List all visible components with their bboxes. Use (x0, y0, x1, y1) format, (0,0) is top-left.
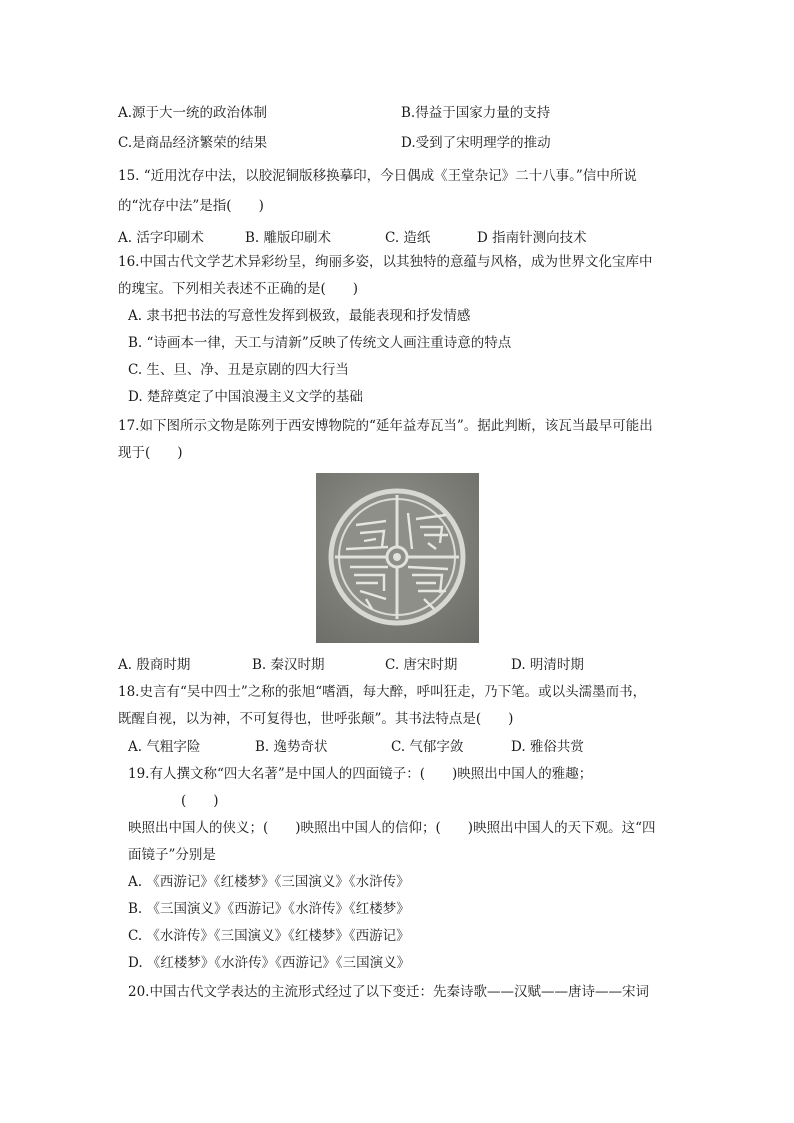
q16-option-d: D. 楚辞奠定了中国浪漫主义文学的基础 (128, 389, 363, 405)
q14-option-b: B.得益于国家力量的支持 (401, 105, 551, 121)
q19-option-c: C. 《水浒传》《三国演义》《红楼梦》《西游记》 (128, 928, 410, 944)
q15-option-c: C. 造纸 (385, 230, 431, 246)
q15-stem-line1: 15. “近用沈存中法，以胶泥铜版移换摹印，今日偶成《王堂杂记》二十八事。”信中所说 (118, 168, 637, 184)
q17-option-a: A. 殷商时期 (118, 657, 191, 673)
q18-option-b: B. 逸势奇状 (255, 739, 328, 755)
q14-option-a: A.源于大一统的政治体制 (118, 105, 268, 121)
q17-option-c: C. 唐宋时期 (385, 657, 458, 673)
q18-option-c: C. 气郁字敛 (391, 739, 464, 755)
q14-option-c: C.是商品经济繁荣的结果 (118, 135, 268, 151)
q16-stem-line1: 16.中国古代文学艺术异彩纷呈，绚丽多姿，以其独特的意蕴与风格，成为世界文化宝库中 (118, 254, 653, 270)
q19-option-d: D. 《红楼梦》《水浒传》《西游记》《三国演义》 (128, 955, 411, 971)
q19-option-b: B. 《三国演义》《西游记》《水浒传》《红楼梦》 (128, 901, 410, 917)
q14-option-d: D.受到了宋明理学的推动 (401, 135, 551, 151)
q19-option-a: A. 《西游记》《红楼梦》《三国演义》《水浒传》 (128, 874, 410, 890)
q15-option-b: B. 雕版印刷术 (245, 230, 332, 246)
q19-stem-line4: 面镜子”分别是 (128, 847, 216, 863)
q17-option-b: B. 秦汉时期 (252, 657, 325, 673)
roof-tile-drawing (316, 473, 479, 643)
q18-option-a: A. 气粗字险 (128, 739, 201, 755)
q15-option-a: A. 活字印刷术 (118, 230, 204, 246)
q16-option-a: A. 隶书把书法的写意性发挥到极致，最能表现和抒发情感 (128, 308, 471, 324)
q18-option-d: D. 雅俗共赏 (511, 739, 584, 755)
q19-stem-line3: 映照出中国人的侠义；( )映照出中国人的信仰；( )映照出中国人的天下观。这“四 (128, 820, 656, 836)
q20-stem-line1: 20.中国古代文学表达的主流形式经过了以下变迁：先秦诗歌——汉赋——唐诗——宋词 (128, 984, 649, 1000)
q16-stem-line2: 的瑰宝。下列相关表述不正确的是( ) (118, 281, 359, 297)
q18-stem-line1: 18.史言有“吴中四士”之称的张旭“嗜酒，每大醉，呼叫狂走，乃下笔。或以头濡墨而书， (118, 684, 647, 700)
q15-stem-line2: 的“沈存中法”是指( ) (118, 198, 264, 214)
q18-stem-line2: 既醒自视，以为神，不可复得也，世呼张颠”。其书法特点是( ) (118, 711, 514, 727)
q15-option-d: D 指南针测向技术 (477, 230, 587, 246)
q16-option-c: C. 生、旦、净、丑是京剧的四大行当 (128, 362, 349, 378)
roof-tile-photo (316, 473, 479, 643)
q17-option-d: D. 明清时期 (511, 657, 584, 673)
q17-stem-line2: 现于( ) (118, 445, 183, 461)
q19-stem-line2: ( ) (181, 793, 219, 809)
q17-stem-line1: 17.如下图所示文物是陈列于西安博物院的“延年益寿瓦当”。据此判断，该瓦当最早可能出 (118, 418, 653, 434)
q19-stem-line1: 19.有人撰文称“四大名著”是中国人的四面镜子：( )映照出中国人的雅趣； (128, 766, 593, 782)
q16-option-b: B. “诗画本一律，天工与清新”反映了传统文人画注重诗意的特点 (128, 335, 512, 351)
